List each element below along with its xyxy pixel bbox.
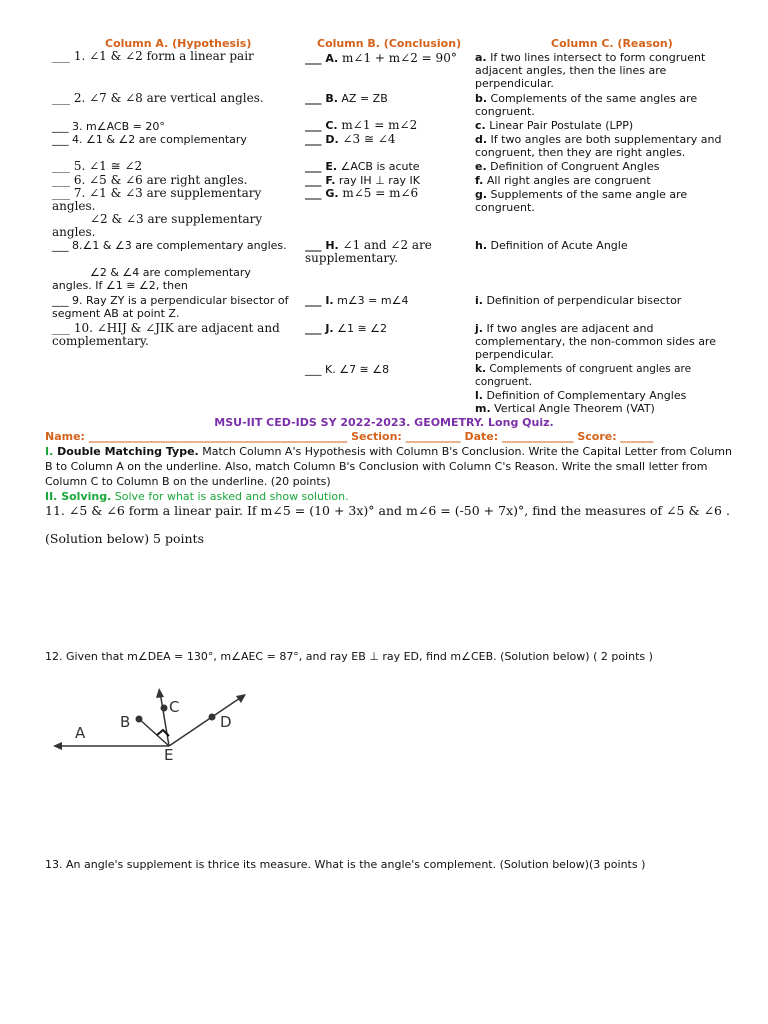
conclusion-c: [305, 119, 465, 132]
name-section-date-score-line: Name: _______________________________________________ Section: __________ Date: _____________ Score: ______: [45, 430, 654, 443]
conclusion-a-text: m∠1 + m∠2 = 90°: [338, 51, 457, 65]
hypothesis-8: ___ 8.∠1 & ∠3 are complementary angles.: [52, 239, 287, 252]
conclusion-b-letter: ___ B.: [305, 92, 338, 105]
part-one-number: I.: [45, 445, 58, 458]
reason-i: [475, 294, 740, 307]
column-b-header: Column B. (Conclusion): [317, 37, 462, 50]
reason-b-text: Complements of the same angles are congruent.: [475, 92, 698, 118]
column-a-header: Column A. (Hypothesis): [105, 37, 252, 50]
part-one-label: Double Matching Type.: [57, 445, 199, 458]
conclusion-g-text: m∠5 = m∠6: [338, 186, 419, 200]
reason-j: [475, 322, 740, 361]
reason-d-letter: d.: [475, 133, 488, 146]
reason-f: [475, 174, 740, 187]
part-one-text: Match Column A's Hypothesis with Column B's Conclusion. Write the Capital Letter from Column B to Column A on the underline. Also, match Column B's Conclusion with Column C's Reason. Write the small letter from Column C to Column B on the underline. (20 points): [45, 445, 732, 488]
reason-d-text: If two angles are both supplementary and congruent, then they are right angles.: [475, 133, 722, 159]
reason-j-text: If two angles are adjacent and complementary, the non-common sides are perpendicular.: [475, 322, 716, 361]
question-12: 12. Given that m∠DEA = 130°, m∠AEC = 87°, and ray EB ⊥ ray ED, find m∠CEB. (Solution below) ( 2 points ): [45, 650, 653, 663]
conclusion-k-text: K. ∠7 ≅ ∠8: [321, 363, 390, 376]
reason-g-letter: g.: [475, 188, 488, 201]
ray-ec-arrowhead: [156, 688, 164, 698]
conclusion-j-letter: ___ J.: [305, 322, 334, 335]
question-11-points: (Solution below) 5 points: [45, 531, 204, 546]
reason-m: [475, 402, 740, 415]
conclusion-k-letter: ___: [305, 363, 322, 376]
question-11: 11. ∠5 & ∠6 form a linear pair. If m∠5 = (10 + 3x)° and m∠6 = (-50 + 7x)°, find the measures of ∠5 & ∠6 .: [45, 503, 730, 518]
conclusion-b-text: AZ = ZB: [337, 92, 388, 105]
hypothesis-1: ___ 1. ∠1 & ∠2 form a linear pair: [52, 49, 254, 63]
part-two-label: Solving.: [61, 490, 112, 503]
reason-b-letter: b.: [475, 92, 488, 105]
hypothesis-6: ___ 6. ∠5 & ∠6 are right angles.: [52, 173, 248, 187]
hypothesis-3: ___ 3. m∠ACB = 20°: [52, 120, 165, 133]
reason-h: [475, 239, 740, 252]
reason-e-text: Definition of Congruent Angles: [486, 160, 660, 173]
conclusion-f-letter: ___ F.: [305, 174, 336, 187]
conclusion-j-text: ∠1 ≅ ∠2: [333, 322, 388, 335]
ray-ed-arrowhead: [236, 694, 246, 703]
hypothesis-7: ___ 7. ∠1 & ∠3 are supplementary angles.: [52, 186, 262, 213]
conclusion-d-text: ∠3 ≅ ∠4: [338, 132, 396, 146]
reason-b: [475, 92, 740, 118]
hypothesis-2: ___ 2. ∠7 & ∠8 are vertical angles.: [52, 91, 264, 105]
point-b: [136, 716, 143, 723]
conclusion-g: [305, 187, 465, 200]
reason-c-letter: c.: [475, 119, 486, 132]
conclusion-j: [305, 322, 465, 335]
conclusion-e-letter: ___ E.: [305, 160, 338, 173]
reason-e-letter: e.: [475, 160, 487, 173]
reason-h-letter: h.: [475, 239, 488, 252]
point-d: [209, 714, 216, 721]
reason-f-text: All right angles are congruent: [483, 174, 651, 187]
point-c: [161, 705, 168, 712]
conclusion-d: [305, 133, 465, 146]
conclusion-a: [305, 52, 465, 65]
conclusion-h: [305, 239, 465, 265]
hypothesis-8-continued: ∠2 & ∠4 are complementary angles. If ∠1 ≅ ∠2, then: [52, 266, 251, 292]
reason-c: [475, 119, 740, 132]
conclusion-i: [305, 294, 465, 307]
reason-k-letter: k.: [475, 363, 486, 375]
conclusion-h-letter: ___ H.: [305, 239, 339, 252]
reason-a-letter: a.: [475, 51, 487, 64]
conclusion-c-letter: ___ C.: [305, 119, 338, 132]
part-one-instructions: [45, 444, 735, 489]
reason-j-letter: j.: [475, 322, 483, 335]
label-a: A: [75, 724, 86, 742]
reason-a: [475, 51, 740, 90]
conclusion-a-letter: ___ A.: [305, 52, 339, 65]
reason-c-text: Linear Pair Postulate (LPP): [485, 119, 634, 132]
reason-k-text: Complements of congruent angles are congruent.: [475, 363, 692, 388]
ray-ea-arrowhead: [53, 742, 62, 750]
conclusion-c-text: m∠1 = m∠2: [337, 118, 418, 132]
ray-ed: [169, 696, 243, 746]
reason-g: [475, 188, 740, 214]
reason-e: [475, 160, 740, 173]
reason-l-text: Definition of Complementary Angles: [482, 389, 687, 402]
hypothesis-7-continued: ∠2 & ∠3 are supplementary angles.: [52, 212, 263, 239]
conclusion-f-text: ray IH ⊥ ray IK: [335, 174, 420, 187]
reason-h-text: Definition of Acute Angle: [487, 239, 628, 252]
reason-m-text: Vertical Angle Theorem (VAT): [490, 402, 655, 415]
reason-i-letter: i.: [475, 294, 483, 307]
reason-a-text: If two lines intersect to form congruent adjacent angles, then the lines are perpendicular.: [475, 51, 706, 90]
label-c: C: [169, 698, 180, 716]
label-b: B: [120, 713, 131, 731]
part-two-instructions: [45, 489, 735, 504]
part-two-number: II.: [45, 490, 62, 503]
question-13: 13. An angle's supplement is thrice its measure. What is the angle's complement. (Solution below)(3 points ): [45, 858, 646, 871]
reason-d: [475, 133, 740, 159]
conclusion-i-text: m∠3 = m∠4: [333, 294, 409, 307]
conclusion-b: [305, 92, 465, 105]
reason-i-text: Definition of perpendicular bisector: [482, 294, 682, 307]
part-two-text: Solve for what is asked and show solution.: [111, 490, 349, 503]
hypothesis-4: ___ 4. ∠1 & ∠2 are complementary: [52, 133, 247, 146]
conclusion-e-text: ∠ACB is acute: [337, 160, 420, 173]
reason-l-letter: l.: [475, 389, 483, 402]
conclusion-e: [305, 160, 465, 173]
reason-f-letter: f.: [475, 174, 484, 187]
angle-diagram: [45, 685, 260, 765]
conclusion-h-text: ∠1 and ∠2 are supplementary.: [305, 238, 432, 265]
label-e: E: [164, 746, 174, 764]
reason-k: [475, 363, 740, 389]
hypothesis-9: ___ 9. Ray ZY is a perpendicular bisector of segment AB at point Z.: [52, 294, 289, 320]
reason-m-letter: m.: [475, 402, 491, 415]
hypothesis-10: ___ 10. ∠HIJ & ∠JIK are adjacent and complementary.: [52, 321, 280, 348]
ray-ec: [160, 692, 169, 746]
reason-l: [475, 389, 740, 402]
reason-g-text: Supplements of the same angle are congruent.: [475, 188, 688, 214]
column-c-header: Column C. (Reason): [551, 37, 673, 50]
quiz-title: MSU-IIT CED-IDS SY 2022-2023. GEOMETRY. Long Quiz.: [214, 416, 554, 429]
conclusion-g-letter: ___ G.: [305, 187, 339, 200]
conclusion-i-letter: ___ I.: [305, 294, 334, 307]
conclusion-k: [305, 363, 465, 376]
hypothesis-5: ___ 5. ∠1 ≅ ∠2: [52, 159, 143, 173]
conclusion-d-letter: ___ D.: [305, 133, 339, 146]
label-d: D: [220, 713, 232, 731]
